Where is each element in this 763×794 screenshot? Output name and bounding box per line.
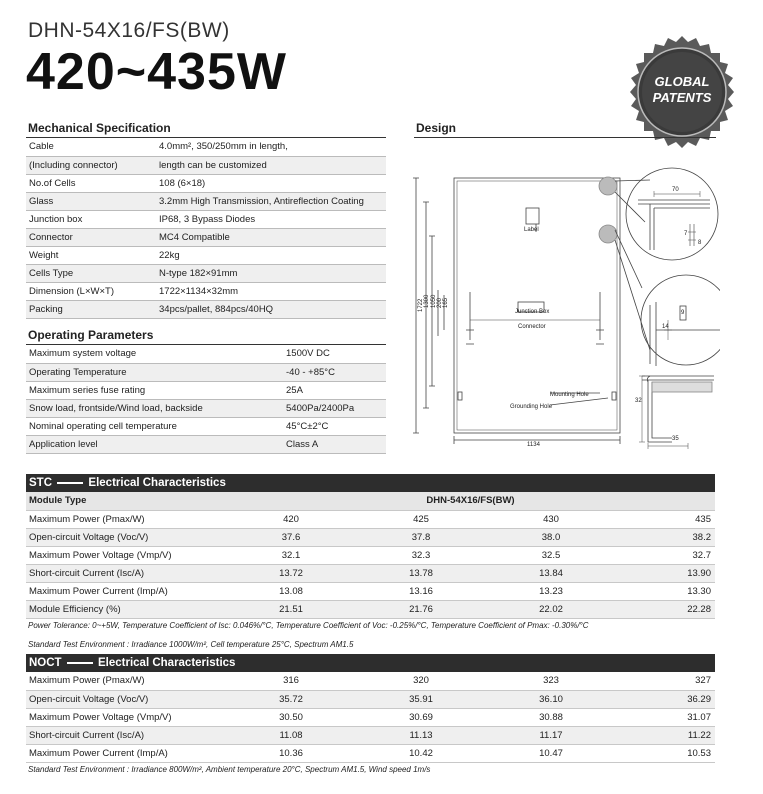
stc-note-environment: Standard Test Environment : Irradiance 1000W/m², Cell temperature 25°C, Spectrum AM1.5 bbox=[28, 640, 354, 649]
design-title: Design bbox=[416, 121, 457, 135]
design-drawing bbox=[410, 140, 720, 450]
stc-note-tolerance: Power Tolerance: 0~+5W, Temperature Coefficient of Isc: 0.046%/°C, Temperature Coefficient of Voc: -0.25%/°C, Temperature Coefficient of Pmax: -0.30%/°C bbox=[28, 621, 589, 630]
dim-8: 8 bbox=[698, 240, 702, 246]
table-row: Short-circuit Current (Isc/A) 13.72 13.78 13.84 13.90 bbox=[26, 564, 715, 582]
table-row: Maximum Power (Pmax/W) 420 425 430 435 bbox=[26, 510, 715, 528]
noct-title-bar bbox=[26, 654, 715, 672]
mounting-hole-text: Mounting Hole bbox=[550, 392, 589, 398]
dim-32: 32 bbox=[635, 398, 642, 404]
junction-box-text: Junction Box bbox=[515, 309, 550, 315]
noct-table bbox=[26, 672, 715, 763]
global-patents-badge bbox=[622, 32, 742, 152]
grounding-hole-text: Grounding Hole bbox=[510, 404, 553, 410]
dim-14: 14 bbox=[662, 324, 669, 330]
table-row: Connector MC4 Compatible bbox=[26, 228, 386, 246]
model-name: DHN-54X16/FS(BW) bbox=[28, 19, 230, 42]
table-row: Cells Type N-type 182×91mm bbox=[26, 264, 386, 282]
table-row: Junction box IP68, 3 Bypass Diodes bbox=[26, 210, 386, 228]
table-row: (Including connector) length can be customized bbox=[26, 156, 386, 174]
table-row: Application level Class A bbox=[26, 435, 386, 453]
table-row: Operating Temperature -40 - +85°C bbox=[26, 363, 386, 381]
table-row: Weight 22kg bbox=[26, 246, 386, 264]
noct-note-environment: Standard Test Environment : Irradiance 800W/m², Ambient temperature 20°C, Spectrum AM1.5, Wind speed 1m/s bbox=[28, 765, 431, 774]
table-row: Maximum series fuse rating 25A bbox=[26, 381, 386, 399]
mechanical-title: Mechanical Specification bbox=[28, 121, 171, 135]
operating-title: Operating Parameters bbox=[28, 328, 154, 342]
operating-table bbox=[26, 345, 386, 454]
dim-1050: 1050 bbox=[431, 294, 437, 308]
table-row: Cable 4.0mm², 350/250mm in length, bbox=[26, 138, 386, 156]
dim-200: 200 bbox=[437, 297, 443, 308]
connector-text: Connector bbox=[518, 324, 546, 330]
table-row: Snow load, frontside/Wind load, backside 5400Pa/2400Pa bbox=[26, 399, 386, 417]
table-row: Maximum Power (Pmax/W) 316 320 323 327 bbox=[26, 672, 715, 690]
table-row: Open-circuit Voltage (Voc/V) 35.72 35.91 36.10 36.29 bbox=[26, 690, 715, 708]
table-row: Glass 3.2mm High Transmission, Antireflection Coating bbox=[26, 192, 386, 210]
table-row: Maximum system voltage 1500V DC bbox=[26, 345, 386, 363]
table-row: Nominal operating cell temperature 45°C±2°C bbox=[26, 417, 386, 435]
noct-title: Electrical Characteristics bbox=[98, 657, 236, 669]
table-row: Maximum Power Current (Imp/A) 13.08 13.16 13.23 13.30 bbox=[26, 582, 715, 600]
stc-title-bar bbox=[26, 474, 715, 492]
table-row: No.of Cells 108 (6×18) bbox=[26, 174, 386, 192]
table-row: Module Type DHN-54X16/FS(BW) bbox=[26, 492, 715, 510]
dim-165: 165 bbox=[443, 297, 449, 308]
dim-7: 7 bbox=[684, 231, 688, 237]
table-row: Maximum Power Current (Imp/A) 10.36 10.42 10.47 10.53 bbox=[26, 744, 715, 762]
design-rule bbox=[414, 137, 716, 138]
table-row: Open-circuit Voltage (Voc/V) 37.6 37.8 38.0 38.2 bbox=[26, 528, 715, 546]
dim-70: 70 bbox=[672, 187, 679, 193]
stc-table bbox=[26, 492, 715, 619]
noct-prefix: NOCT bbox=[29, 657, 62, 669]
mechanical-table bbox=[26, 138, 386, 319]
power-range: 420~435W bbox=[26, 43, 287, 101]
table-row: Module Efficiency (%) 21.51 21.76 22.02 22.28 bbox=[26, 600, 715, 618]
table-row: Maximum Power Voltage (Vmp/V) 32.1 32.3 32.5 32.7 bbox=[26, 546, 715, 564]
table-row: Dimension (L×W×T) 1722×1134×32mm bbox=[26, 282, 386, 300]
dim-35: 35 bbox=[672, 436, 679, 442]
stc-title: Electrical Characteristics bbox=[88, 477, 226, 489]
table-row: Maximum Power Voltage (Vmp/V) 30.50 30.69 30.88 31.07 bbox=[26, 708, 715, 726]
stc-prefix: STC bbox=[29, 477, 52, 489]
dim-9: 9 bbox=[681, 310, 685, 316]
table-row: Packing 34pcs/pallet, 884pcs/40HQ bbox=[26, 300, 386, 318]
badge-line2: PATENTS bbox=[652, 90, 712, 105]
dim-1722: 1722 bbox=[418, 298, 424, 312]
dim-1300: 1300 bbox=[424, 294, 430, 308]
dim-width: 1134 bbox=[527, 442, 540, 448]
label-text: Label bbox=[524, 227, 539, 233]
table-row: Short-circuit Current (Isc/A) 11.08 11.13 11.17 11.22 bbox=[26, 726, 715, 744]
badge-line1: GLOBAL bbox=[654, 74, 710, 89]
